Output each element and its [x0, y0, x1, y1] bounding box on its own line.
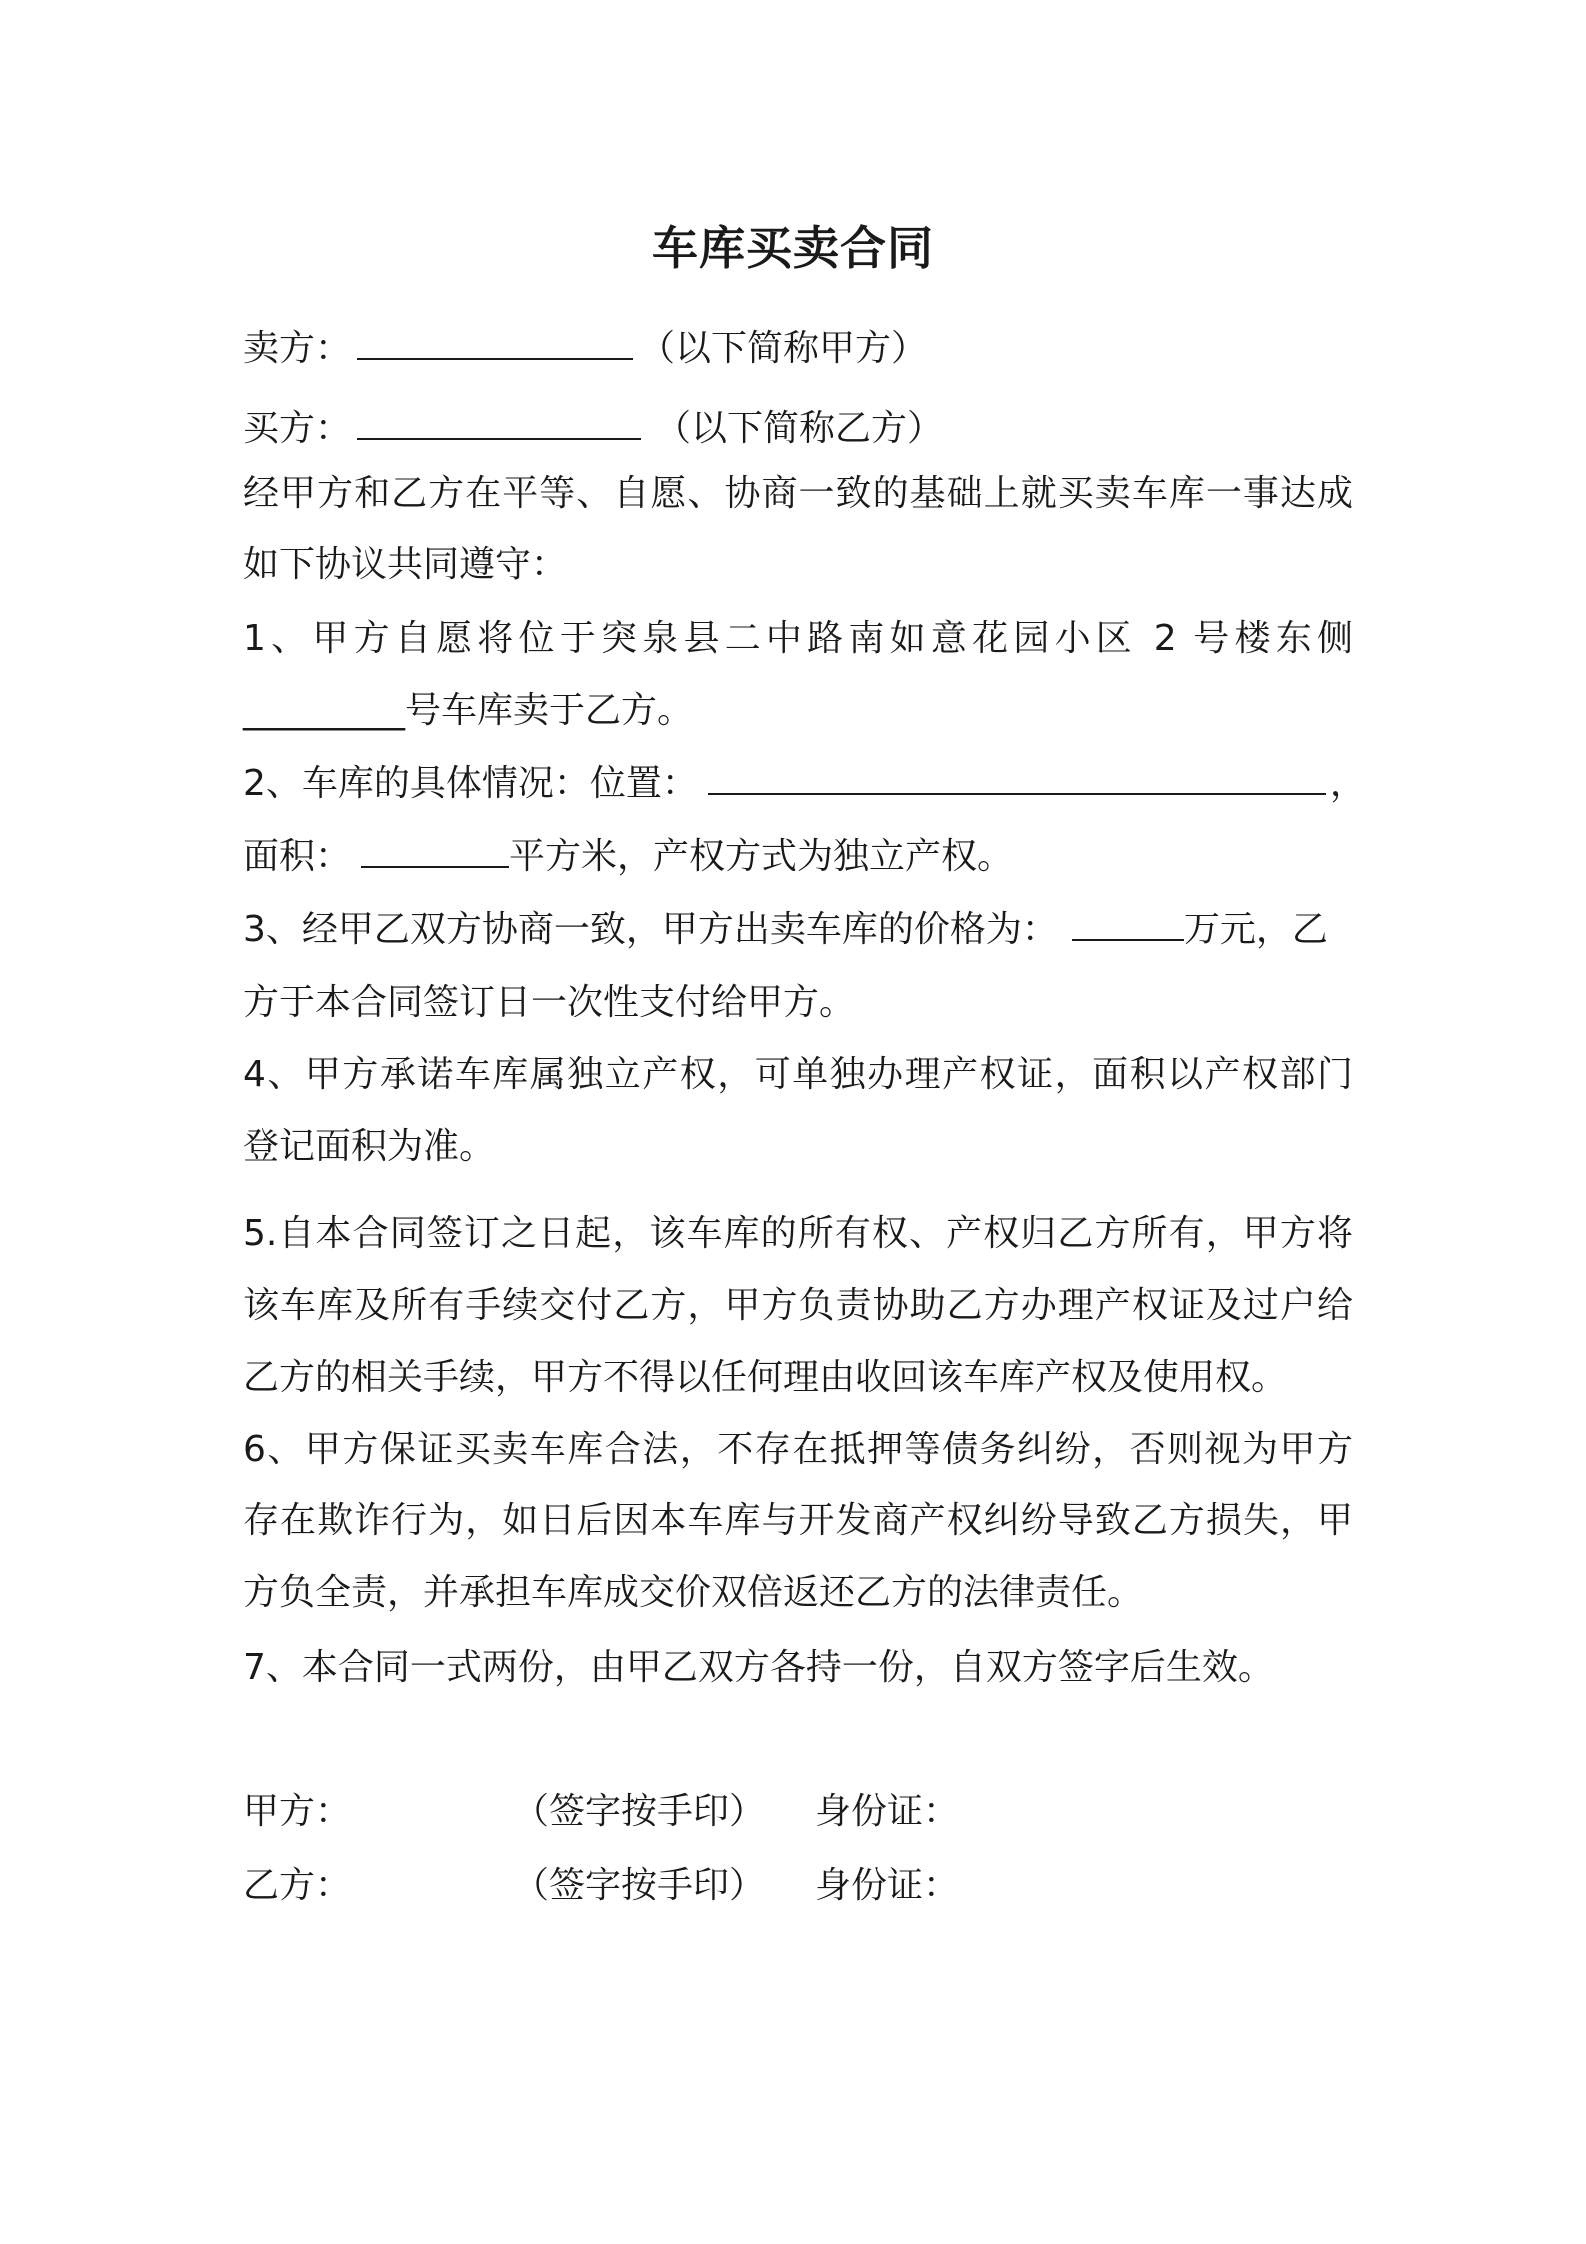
garage-number-blank[interactable]: _________	[243, 690, 405, 731]
buyer-suffix: （以下简称乙方）	[655, 408, 944, 449]
buyer-line	[243, 402, 1353, 456]
location-blank[interactable]	[708, 759, 1326, 795]
clause-3-prefix: 3、经甲乙双方协商一致，甲方出卖车库的价格为：	[243, 909, 1058, 950]
clause-1-suffix: 号车库卖于乙方。	[405, 690, 694, 731]
clause-4-line-1: 4、甲方承诺车库属独立产权，可单独办理产权证，面积以产权部门	[243, 1054, 1353, 1095]
party-a-sign-note: （签字按手印）	[513, 1791, 766, 1832]
party-a-id-label: 身份证：	[815, 1791, 960, 1832]
intro-line-1: 经甲方和乙方在平等、自愿、协商一致的基础上就买卖车库一事达成	[243, 473, 1353, 514]
clause-1-line-1: 1、甲方自愿将位于突泉县二中路南如意花园小区 2 号楼东侧	[243, 618, 1353, 659]
price-blank[interactable]	[1072, 905, 1184, 941]
seller-line	[243, 322, 1353, 376]
clause-4-line-2: 登记面积为准。	[243, 1126, 496, 1167]
buyer-label: 买方：	[243, 408, 352, 449]
party-a-label: 甲方：	[243, 1791, 352, 1832]
clause-5-line-1: 5.自本合同签订之日起，该车库的所有权、产权归乙方所有，甲方将	[243, 1213, 1353, 1254]
signature-row-party-a	[243, 1785, 1353, 1839]
document-title: 车库买卖合同	[652, 221, 934, 275]
area-suffix: 平方米，产权方式为独立产权。	[509, 836, 1014, 877]
clause-2-line-2	[243, 830, 1353, 884]
clause-6-line-1: 6、甲方保证买卖车库合法，不存在抵押等债务纠纷，否则视为甲方	[243, 1429, 1353, 1470]
area-blank[interactable]	[361, 832, 509, 868]
clause-5-line-2: 该车库及所有手续交付乙方，甲方负责协助乙方办理产权证及过户给	[243, 1285, 1353, 1326]
seller-name-blank[interactable]	[357, 324, 633, 360]
clause-3-line-2: 方于本合同签订日一次性支付给甲方。	[243, 982, 856, 1023]
signature-row-party-b	[243, 1859, 1353, 1913]
intro-line-2: 如下协议共同遵守：	[243, 544, 568, 585]
clause-3-line-1	[243, 903, 1353, 957]
clause-1-line-2	[243, 684, 1353, 738]
clause-5-line-3: 乙方的相关手续，甲方不得以任何理由收回该车库产权及使用权。	[243, 1357, 1288, 1398]
seller-label: 卖方：	[243, 328, 352, 369]
clause-2-comma: ，	[1329, 763, 1366, 804]
clause-6-line-3: 方负全责，并承担车库成交价双倍返还乙方的法律责任。	[243, 1572, 1144, 1613]
clause-2-prefix: 2、车库的具体情况：位置：	[243, 763, 698, 804]
party-b-label: 乙方：	[243, 1865, 352, 1906]
buyer-name-blank[interactable]	[357, 404, 641, 440]
area-label: 面积：	[243, 836, 352, 877]
clause-6-line-2: 存在欺诈行为，如日后因本车库与开发商产权纠纷导致乙方损失，甲	[243, 1500, 1353, 1541]
clause-7-line-1: 7、本合同一式两份，由甲乙双方各持一份，自双方签字后生效。	[243, 1647, 1274, 1688]
party-b-id-label: 身份证：	[815, 1865, 960, 1906]
clause-2-line-1	[243, 757, 1366, 811]
party-b-sign-note: （签字按手印）	[513, 1865, 766, 1906]
clause-3-suffix: 万元，乙	[1183, 909, 1328, 950]
seller-suffix: （以下简称甲方）	[639, 328, 928, 369]
